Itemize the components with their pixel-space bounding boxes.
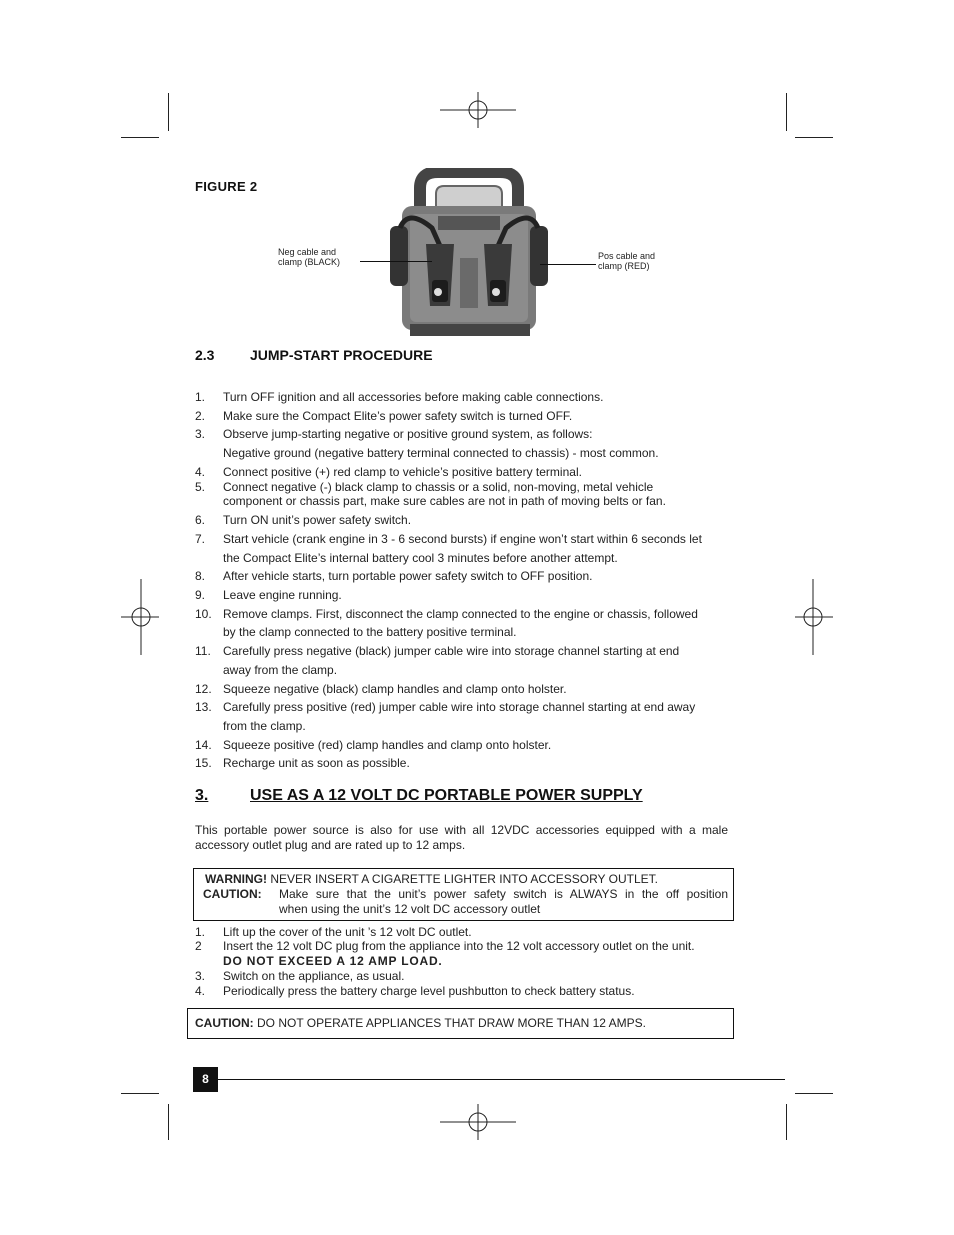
section-3-number: 3.	[195, 787, 209, 804]
registration-mark-top	[440, 92, 516, 128]
neg-leader-line	[360, 261, 432, 262]
warning-label: WARNING!	[205, 872, 267, 886]
jump-starter-photo	[380, 168, 558, 340]
final-caution-box	[187, 1008, 734, 1039]
warning-text: NEVER INSERT A CIGARETTE LIGHTER INTO ACCESSORY OUTLET.	[267, 872, 658, 886]
warning-line	[205, 872, 658, 887]
final-caution-label: CAUTION:	[195, 1016, 254, 1030]
section-3-intro	[195, 823, 728, 853]
neg-cable-label-line1: Neg cable and	[278, 247, 337, 257]
warning-box	[193, 868, 734, 921]
pos-cable-label-line2: clamp (RED)	[598, 261, 650, 271]
section-2-3-number: 2.3	[195, 347, 215, 363]
final-caution-text: DO NOT OPERATE APPLIANCES THAT DRAW MORE THAN 12 AMPS.	[253, 1016, 646, 1030]
section-3-title: USE AS A 12 VOLT DC PORTABLE POWER SUPPLY	[250, 787, 643, 804]
figure-title: FIGURE 2	[195, 179, 258, 194]
caution-text-line-1: Make sure that the unit’s power safety switch is ALWAYS in the off position	[279, 887, 728, 901]
section-2-3-title: JUMP-START PROCEDURE	[250, 347, 433, 363]
pos-cable-label-line1: Pos cable and	[598, 251, 656, 261]
caution-text-line-2: when using the unit’s 12 volt DC accessory outlet	[279, 902, 541, 916]
pos-leader-line	[540, 264, 596, 265]
page-number-badge	[193, 1067, 218, 1092]
caution-label: CAUTION:	[203, 887, 262, 901]
neg-cable-label-line2: clamp (BLACK)	[278, 257, 341, 267]
page-number: 8	[202, 1072, 209, 1086]
intro-line-2: accessory outlet plug and are rated up to 12 amps.	[195, 838, 466, 852]
intro-line-1: This portable power source is also for use with all 12VDC accessories equipped with a male	[195, 823, 728, 837]
pos-cable-label	[598, 251, 655, 271]
footer-rule	[218, 1079, 785, 1080]
caution-text	[279, 887, 728, 917]
registration-mark-right	[795, 579, 833, 655]
final-caution-line	[195, 1016, 646, 1031]
registration-mark-bottom	[440, 1104, 516, 1140]
registration-mark-left	[121, 579, 159, 655]
neg-cable-label	[278, 247, 340, 267]
